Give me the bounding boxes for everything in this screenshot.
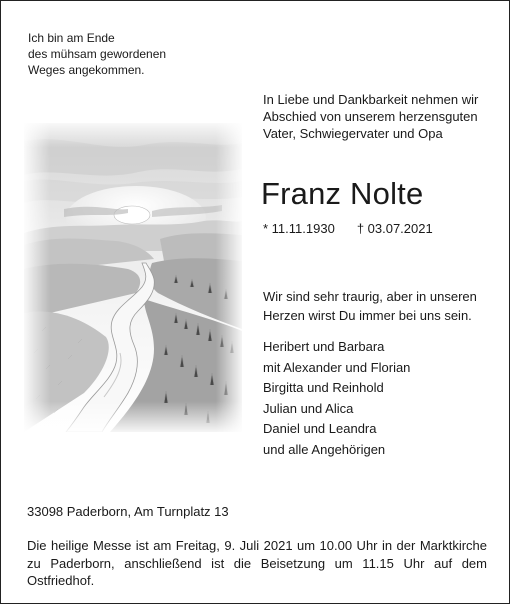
family-member: und alle Angehörigen (263, 441, 386, 457)
family-member: Julian und Alica (263, 400, 354, 416)
farewell-intro (263, 91, 478, 142)
intro-line: Vater, Schwiegervater und Opa (263, 126, 443, 141)
vignette-v (24, 123, 242, 432)
life-dates (263, 221, 433, 237)
birth-date: * 11.11.1930 (263, 221, 335, 236)
landscape-drawing-image (24, 123, 242, 432)
mourning-statement (263, 287, 477, 325)
motto-line: Ich bin am Ende (28, 31, 115, 45)
family-list (263, 337, 410, 461)
service-announcement: Die heilige Messe ist am Freitag, 9. Juli 2021 um 10.00 Uhr in der Marktkirche zu Paderborn, anschließend ist die Beisetzung um 11.15 Uhr auf dem Ostfriedhof. (27, 538, 487, 588)
motto-line: Weges angekommen. (28, 63, 145, 77)
family-member: mit Alexander und Florian (263, 359, 411, 375)
death-date: † 03.07.2021 (356, 221, 433, 236)
motto-line: des mühsam gewordenen (28, 47, 167, 61)
mourning-line: Herzen wirst Du immer bei uns sein. (263, 308, 472, 323)
intro-line: Abschied von unserem herzensguten (263, 109, 478, 124)
intro-line: In Liebe und Dankbarkeit nehmen wir (263, 92, 479, 107)
mourning-address: 33098 Paderborn, Am Turnplatz 13 (27, 504, 229, 519)
mourning-line: Wir sind sehr traurig, aber in unseren (263, 289, 477, 304)
family-member: Daniel und Leandra (263, 421, 377, 437)
motto-verse (28, 30, 166, 78)
family-member: Birgitta und Reinhold (263, 380, 384, 396)
deceased-name: Franz Nolte (261, 176, 424, 211)
family-member: Heribert und Barbara (263, 339, 385, 354)
